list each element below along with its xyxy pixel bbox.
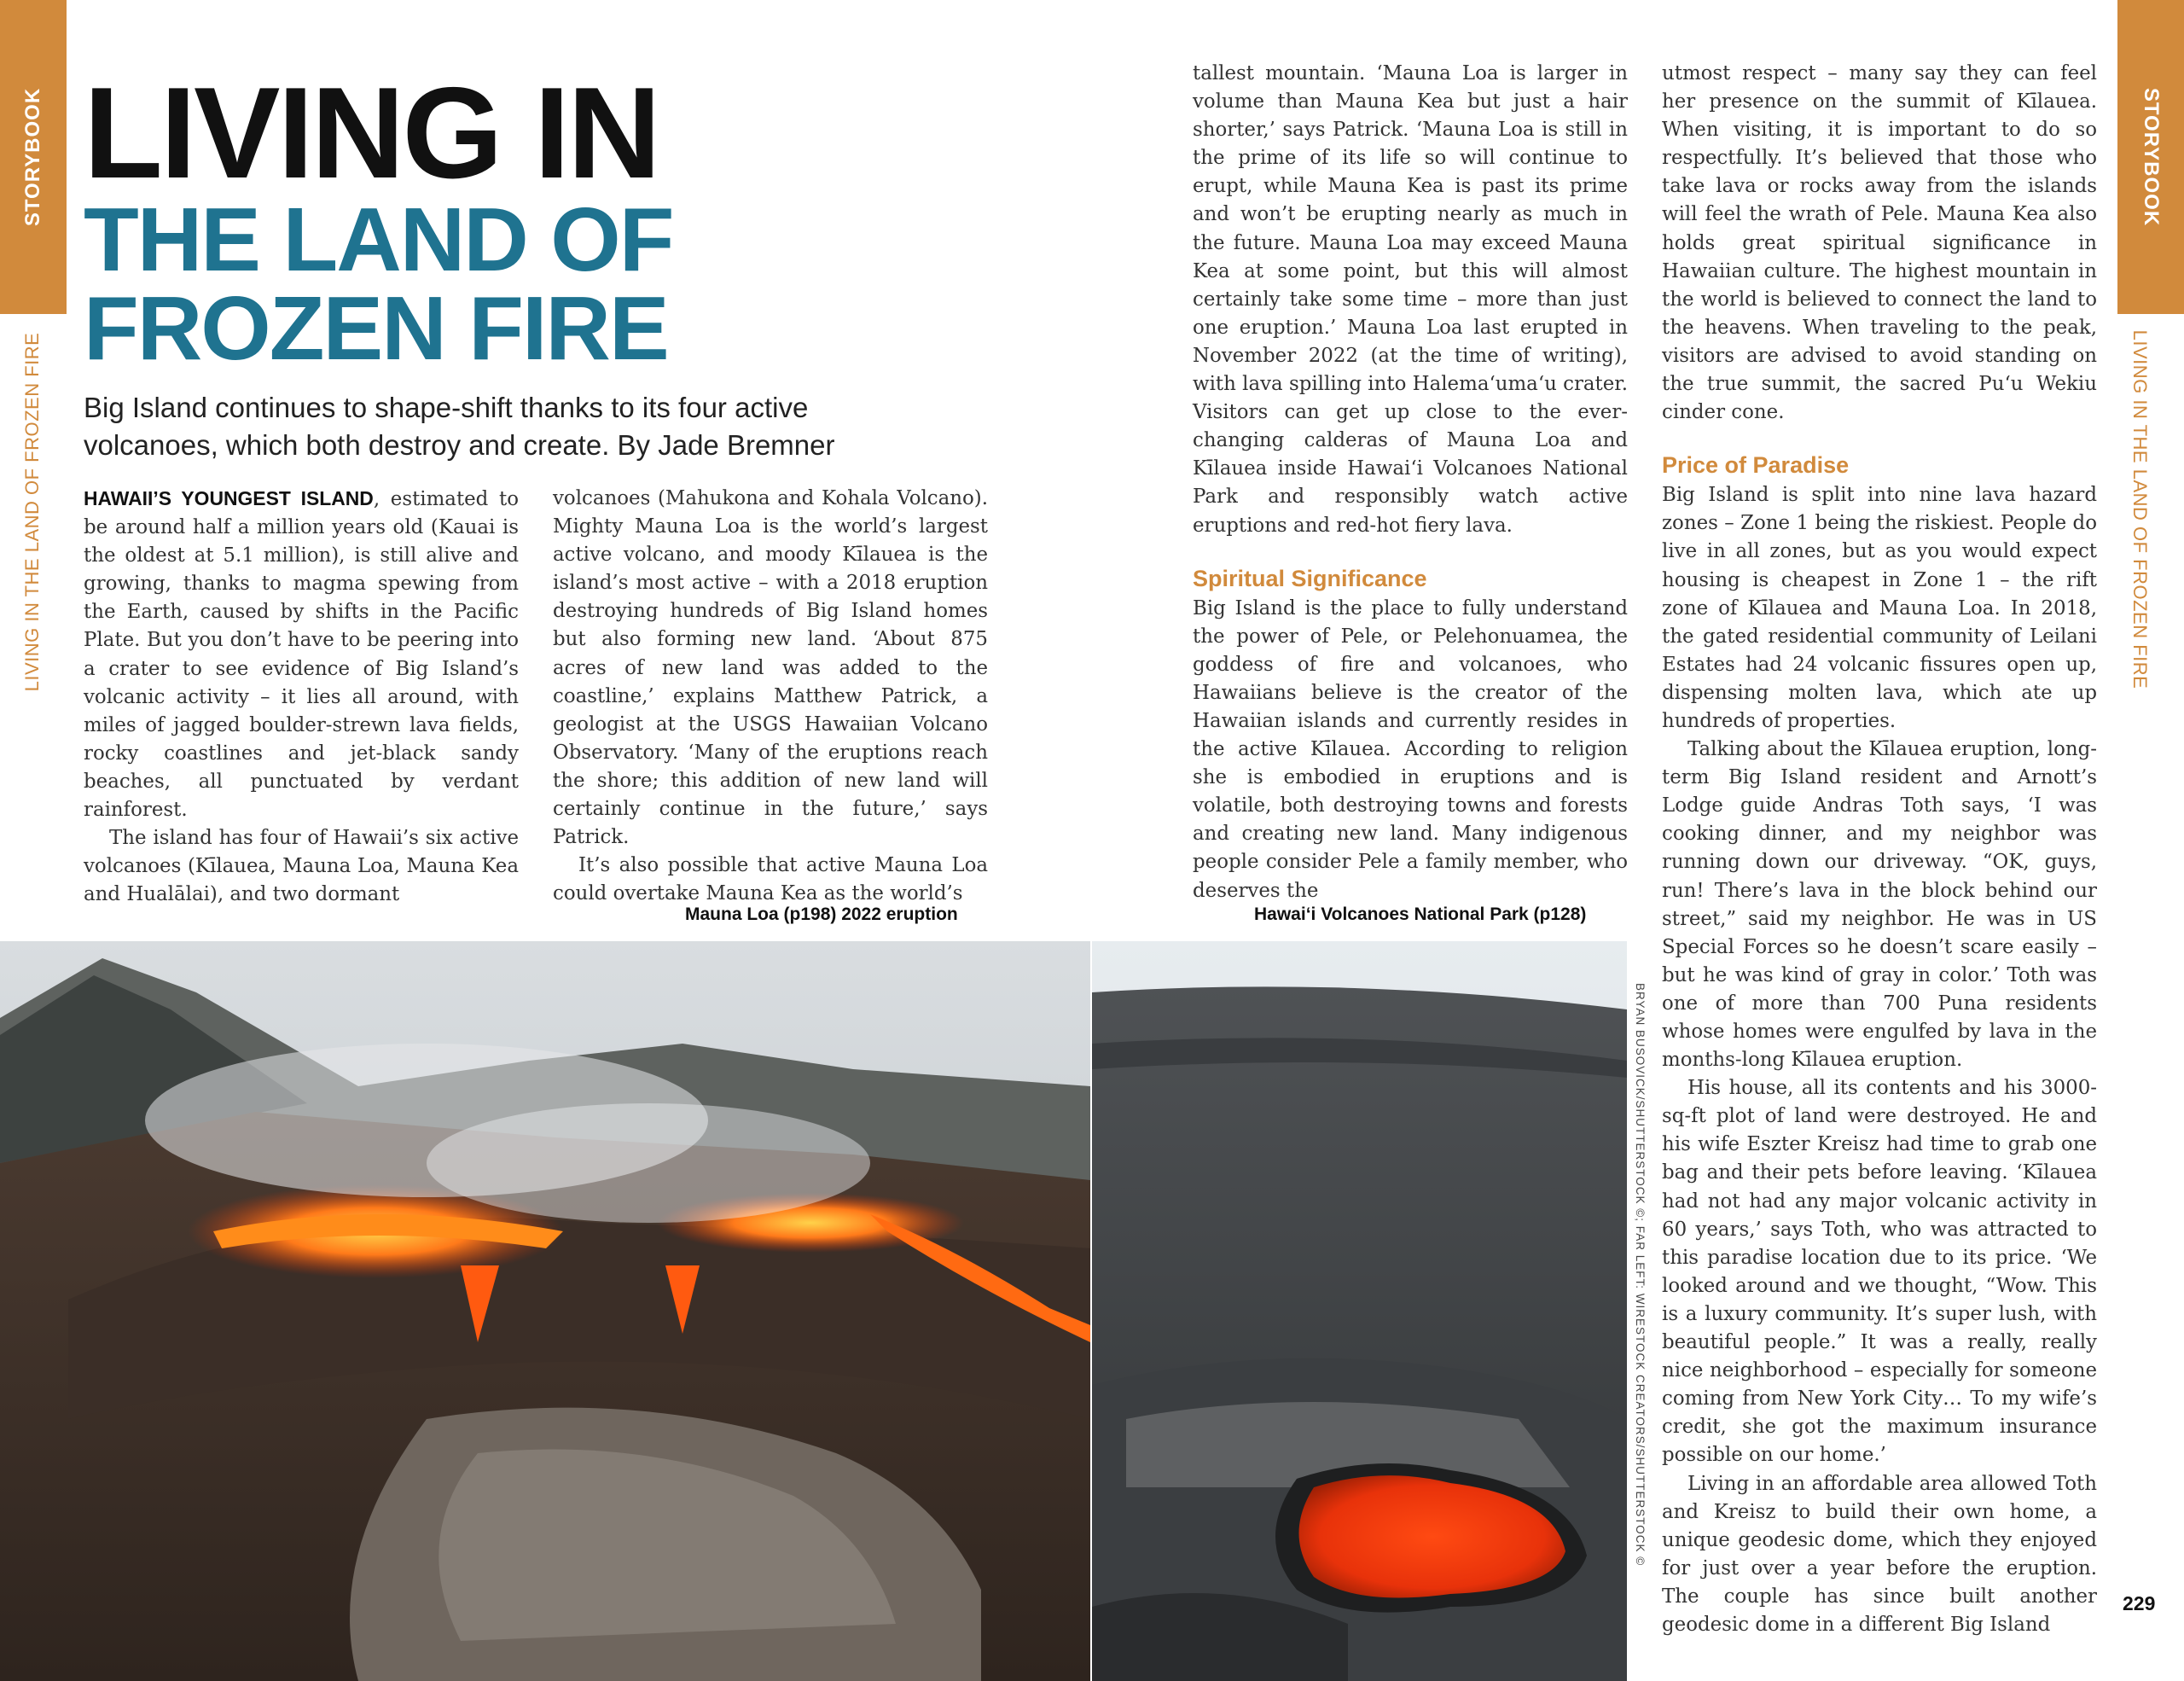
title-line-3: FROZEN FIRE (84, 278, 668, 379)
title-line-2: THE LAND OF (84, 189, 673, 290)
subhead-spiritual-significance: Spiritual Significance (1193, 565, 1427, 591)
paragraph: tallest mountain. ‘Mauna Loa is larger in volume than Mauna Kea but just a hair shorter,’ says Patrick. ‘Mauna Loa is still in the prime of its life so will continue to erupt, while Mauna Kea is past its prime and won’t be erupting nearly as much in the future. Mauna Loa may exceed Mauna Kea at some point, but this will almost certainly take some time – more than just one eruption.’ Mauna Loa last erupted in November 2022 (at the time of writing), with lava spilling into Halemaʻumaʻu crater. Visitors can get up close to the ever-changing calderas of Mauna Loa and Kīlauea inside Hawaiʻi Volcanoes National Park and responsibly watch active eruptions and red-hot fiery lava. (1193, 62, 1628, 537)
photo-volcanoes-national-park (1092, 941, 1627, 1681)
standfirst (84, 389, 903, 464)
section-tab-label: STORYBOOK (21, 87, 44, 227)
photo-mauna-loa-eruption (0, 941, 1090, 1681)
paragraph: Big Island is split into nine lava hazard zones – Zone 1 being the riskiest. People do live in all zones, but as you would expect housing is cheapest in Zone 1 – the rift zone of Kīlauea and Mauna Loa. In 2018, the gated residential community of Leilani Estates had 24 volcanic fissures open up, dispensing molten lava, which ate up hundreds of properties. (1662, 484, 2097, 732)
article-column-1 (84, 485, 519, 909)
photo-credit: BRYAN BUSOVICK/SHUTTERSTOCK ©; FAR LEFT: WIRESTOCK CREATORS/SHUTTERSTOCK © (1634, 983, 1647, 1567)
running-head-left: LIVING IN THE LAND OF FROZEN FIRE (21, 332, 43, 692)
article-column-2 (553, 485, 988, 908)
paragraph: It’s also possible that active Mauna Loa could overtake Mauna Kea as the world’s (553, 854, 988, 905)
section-tab-left (0, 0, 67, 314)
paragraph: Talking about the Kīlauea eruption, long-term Big Island resident and Arnott’s Lodge guide Andras Toth says, ‘I was cooking dinner, and my neighbor was running down our driveway. “OK, guys, run! There’s lava in the block behind our street,” said my neighbor. He was in US Special Forces so he doesn’t scare easily – but he was kind of gray in color.’ Toth was one of more than 700 Puna residents whose homes were engulfed by lava in the months-long Kīlauea eruption. (1662, 738, 2097, 1072)
paragraph: The island has four of Hawaii’s six active volcanoes (Kīlauea, Mauna Loa, Mauna Kea and Hualālai), and two dormant (84, 827, 519, 906)
paragraph: utmost respect – many say they can feel her presence on the summit of Kīlauea. When visiting, it is important to do so respectfully. It’s believed that those who take lava or rocks away from the islands will feel the wrath of Pele. Mauna Kea also holds great spiritual significance in Hawaiian culture. The highest mountain in the world is believed to connect the land to the heavens. When traveling to the peak, visitors are advised to avoid standing on the true summit, the sacred Puʻu Wekiu cinder cone. (1662, 62, 2097, 424)
article-column-4 (1662, 60, 2097, 1639)
paragraph (84, 485, 519, 824)
paragraph: His house, all its contents and his 3000-sq-ft plot of land were destroyed. He and his wife Eszter Kreisz had time to grab one bag and their pets before leaving. ‘Kīlauea had not had any major volcanic activity in 60 years,’ says Toth, who was attracted to this paradise location due to its price. ‘We looked around and we thought, “Wow. This is a luxury community. It’s super lush, with beautiful people.” It was a really, really nice neighborhood – especially for someone coming from New York City… To my wife’s credit, she got the maximum insurance possible on our home.’ (1662, 1077, 2097, 1467)
page-number: 229 (2123, 1592, 2156, 1614)
paragraph-text: , estimated to be around half a million years old (Kauai is the oldest at 5.1 million), is still alive and growing, thanks to magma spewing from the Earth, caused by shifts in the Pacific Plate. But you don’t have to be peering into a crater to see evidence of Big Island’s volcanic activity – it lies all around, with miles of jagged boulder-strewn lava fields, rocky coastlines and jet-black sandy beaches, all punctuated by verdant rainforest. (84, 488, 519, 822)
paragraph: volcanoes (Mahukona and Kohala Volcano). Mighty Mauna Loa is the world’s largest active volcano, and moody Kīlauea is the island’s most active – with a 2018 eruption destroying hundreds of Big Island homes but also forming new land. ‘About 875 acres of new land was added to the coastline,’ explains Matthew Patrick, a geologist at the USGS Hawaiian Volcano Observatory. ‘Many of the eruptions reach the shore; this addition of new land will certainly continue in the future,’ says Patrick. (553, 487, 988, 849)
caption-mauna-loa: Mauna Loa (p198) 2022 eruption (685, 904, 958, 924)
running-head-right: LIVING IN THE LAND OF FROZEN FIRE (2129, 329, 2151, 689)
section-tab-label: STORYBOOK (2140, 87, 2163, 227)
lead-in: HAWAII’S YOUNGEST ISLAND (84, 487, 374, 509)
caption-volcanoes-national-park: Hawaiʻi Volcanoes National Park (p128) (1254, 904, 1587, 924)
paragraph: Living in an affordable area allowed Toth and Kreisz to build their own home, a unique geodesic dome, which they enjoyed for just over a year before the eruption. The couple has since built another geodesic dome in a different Big Island (1662, 1472, 2097, 1636)
subhead-price-of-paradise: Price of Paradise (1662, 452, 1850, 479)
article-column-3 (1193, 60, 1628, 905)
title-line-1: LIVING IN (84, 61, 659, 206)
standfirst-text: Big Island continues to shape-shift thanks to its four active volcanoes, which both destroy and create. By Jade Bremner (84, 392, 835, 461)
paragraph: Big Island is the place to fully understand the power of Pele, or Pelehonuamea, the goddess of fire and volcanoes, who Hawaiians believe is the creator of the Hawaiian islands and currently resides in the active Kīlauea. According to religion she is embodied in eruptions and is volatile, both destroying towns and forests and creating new land. Many indigenous people consider Pele a family member, who deserves the (1193, 596, 1628, 902)
section-tab-right (2117, 0, 2184, 314)
